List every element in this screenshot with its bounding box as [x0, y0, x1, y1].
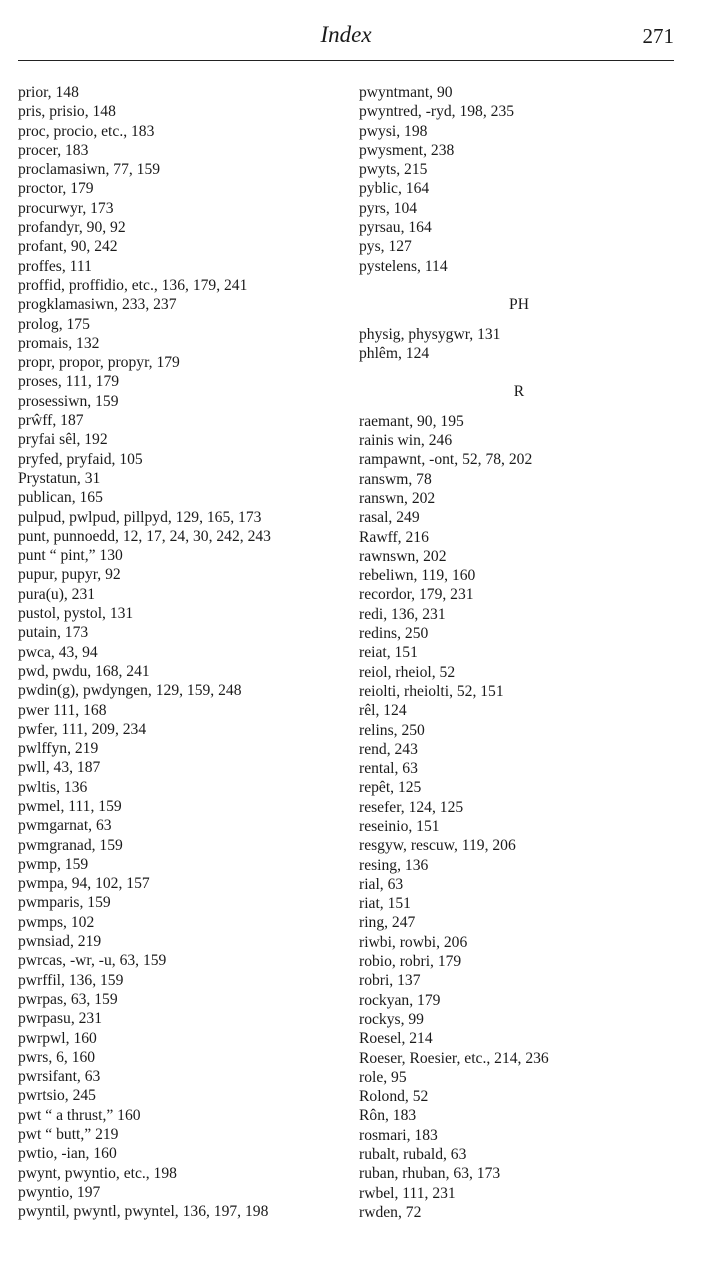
index-entry: rasal, 249 — [359, 509, 420, 527]
index-entry: pwrtsio, 245 — [18, 1087, 96, 1105]
index-entry: pwmpa, 94, 102, 157 — [18, 875, 150, 893]
index-entry: pwmps, 102 — [18, 913, 95, 931]
index-entry: Rawff, 216 — [359, 528, 429, 546]
index-group-r — [359, 412, 679, 1222]
index-entry: rêl, 124 — [359, 702, 407, 720]
index-entry: pwfer, 111, 209, 234 — [18, 720, 147, 738]
index-entry: pwrs, 6, 160 — [18, 1048, 96, 1066]
index-entry: pwyntio, 197 — [18, 1183, 101, 1201]
index-entry: riwbi, rowbi, 206 — [359, 933, 468, 951]
index-entry: pwyts, 215 — [359, 161, 428, 179]
index-entry: redins, 250 — [359, 625, 429, 643]
index-entry: proclamasiwn, 77, 159 — [18, 161, 161, 179]
index-entry: pwrsifant, 63 — [18, 1068, 101, 1086]
index-entry: rainis win, 246 — [359, 432, 453, 450]
index-entry: rubalt, rubald, 63 — [359, 1146, 467, 1164]
index-entry: procer, 183 — [18, 141, 89, 159]
index-entry: rend, 243 — [359, 740, 418, 758]
index-entry: pwnsiad, 219 — [18, 933, 102, 951]
index-entry: role, 95 — [359, 1068, 407, 1086]
page-header — [18, 18, 674, 61]
index-entry: Roeser, Roesier, etc., 214, 236 — [359, 1049, 549, 1067]
index-entry: pwll, 43, 187 — [18, 759, 101, 777]
index-entry: pwmparis, 159 — [18, 894, 111, 912]
index-entry: physig, physygwr, 131 — [359, 325, 501, 343]
index-group-ph — [359, 325, 679, 364]
index-entry: punt “ pint,” 130 — [18, 547, 123, 565]
index-entry: reseinio, 151 — [359, 817, 440, 835]
index-entry: ranswn, 202 — [359, 489, 436, 507]
index-entry: pupur, pupyr, 92 — [18, 566, 121, 584]
spacer — [359, 363, 679, 373]
index-entry: resing, 136 — [359, 856, 429, 874]
index-entry: relins, 250 — [359, 721, 425, 739]
index-entry: ranswm, 78 — [359, 470, 432, 488]
section-heading-ph: PH — [509, 295, 529, 313]
index-entry: repêt, 125 — [359, 779, 422, 797]
index-entry: promais, 132 — [18, 334, 100, 352]
index-entry: rwbel, 111, 231 — [359, 1184, 456, 1202]
index-entry: rockyan, 179 — [359, 991, 441, 1009]
index-entry: pwer 111, 168 — [18, 701, 107, 719]
index-entry: reiolti, rheiolti, 52, 151 — [359, 682, 504, 700]
index-entry: profant, 90, 242 — [18, 238, 118, 256]
index-entry: pwmgranad, 159 — [18, 836, 123, 854]
index-entry: rampawnt, -ont, 52, 78, 202 — [359, 451, 533, 469]
index-entry: Rôn, 183 — [359, 1107, 417, 1125]
index-entry: proses, 111, 179 — [18, 373, 120, 391]
spacer — [359, 276, 679, 286]
index-entry: reiol, rheiol, 52 — [359, 663, 456, 681]
index-entry: pystelens, 114 — [359, 257, 448, 275]
index-entry: pwt “ a thrust,” 160 — [18, 1106, 141, 1124]
index-entry: pwysment, 238 — [359, 141, 455, 159]
index-entry: rockys, 99 — [359, 1010, 424, 1028]
index-entry: pwyntred, -ryd, 198, 235 — [359, 103, 515, 121]
index-entry: pyrs, 104 — [359, 199, 418, 217]
page-number: 271 — [642, 24, 674, 48]
index-entry: ring, 247 — [359, 914, 416, 932]
index-entry: prosessiwn, 159 — [18, 392, 119, 410]
index-entry: pwmel, 111, 159 — [18, 797, 122, 815]
index-entry: pwyntmant, 90 — [359, 84, 453, 101]
index-entry: pwtio, -ian, 160 — [18, 1145, 117, 1163]
index-entry: proc, procio, etc., 183 — [18, 122, 155, 140]
index-entry: pwlffyn, 219 — [18, 740, 99, 758]
index-entry: pwynt, pwyntio, etc., 198 — [18, 1164, 177, 1182]
index-entry: punt, punnoedd, 12, 17, 24, 30, 242, 243 — [18, 527, 271, 545]
index-entry: progklamasiwn, 233, 237 — [18, 296, 177, 314]
index-entry: rental, 63 — [359, 760, 418, 778]
section-heading-r: R — [513, 383, 525, 401]
index-entry: rosmari, 183 — [359, 1126, 438, 1144]
index-entry: procurwyr, 173 — [18, 199, 114, 217]
index-entry: pwt “ butt,” 219 — [18, 1126, 119, 1144]
index-entry: pris, prisio, 148 — [18, 103, 116, 121]
index-entry: prior, 148 — [18, 84, 79, 101]
index-entry: riat, 151 — [359, 895, 411, 913]
index-entry: proctor, 179 — [18, 180, 94, 198]
index-entry: pwmp, 159 — [18, 855, 89, 873]
index-entry: recordor, 179, 231 — [359, 586, 474, 604]
index-entry: pwrpwl, 160 — [18, 1029, 97, 1047]
index-entry: resgyw, rescuw, 119, 206 — [359, 837, 516, 855]
index-entry: propr, propor, propyr, 179 — [18, 354, 180, 372]
index-entry: phlêm, 124 — [359, 344, 430, 362]
index-entry: pwyntil, pwyntl, pwyntel, 136, 197, 198 — [18, 1203, 269, 1221]
index-entry: pwdin(g), pwdyngen, 129, 159, 248 — [18, 682, 242, 700]
index-entry: prŵff, 187 — [18, 412, 84, 430]
index-entry: resefer, 124, 125 — [359, 798, 464, 816]
page-title: Index — [320, 22, 372, 47]
index-entry: Roesel, 214 — [359, 1030, 433, 1048]
index-entry: pulpud, pwlpud, pillpyd, 129, 165, 173 — [18, 508, 262, 526]
index-entry: robio, robri, 179 — [359, 953, 462, 971]
index-entry: rawnswn, 202 — [359, 547, 447, 565]
index-entry: redi, 136, 231 — [359, 605, 446, 623]
index-entry: rebeliwn, 119, 160 — [359, 567, 476, 585]
index-entry: pwrffil, 136, 159 — [18, 971, 124, 989]
index-entry: pura(u), 231 — [18, 585, 96, 603]
index-entry: pwd, pwdu, 168, 241 — [18, 662, 150, 680]
index-entry: profandyr, 90, 92 — [18, 219, 126, 237]
index-entry: pys, 127 — [359, 238, 412, 256]
index-entry: putain, 173 — [18, 624, 89, 642]
index-entry: Rolond, 52 — [359, 1088, 429, 1106]
index-entry: pwrcas, -wr, -u, 63, 159 — [18, 952, 167, 970]
index-entry: pustol, pystol, 131 — [18, 605, 134, 623]
index-entry: pwltis, 136 — [18, 778, 88, 796]
index-entry: prolog, 175 — [18, 315, 90, 333]
index-column-right — [359, 83, 679, 1222]
index-entry: pwrpasu, 231 — [18, 1010, 103, 1028]
index-entry: rial, 63 — [359, 875, 404, 893]
index-entry: pryfed, pryfaid, 105 — [18, 450, 143, 468]
index-entry: robri, 137 — [359, 972, 421, 990]
index-entry: proffid, proffidio, etc., 136, 179, 241 — [18, 276, 248, 294]
index-entry: raemant, 90, 195 — [359, 412, 464, 430]
index-entry: proffes, 111 — [18, 257, 92, 275]
index-entry: reiat, 151 — [359, 644, 418, 662]
index-column-left — [18, 83, 348, 1222]
index-entry: pryfai sêl, 192 — [18, 431, 108, 449]
index-entry: pyrsau, 164 — [359, 219, 432, 237]
index-entry: Prystatun, 31 — [18, 469, 101, 487]
index-group-p — [359, 83, 679, 276]
index-entry: pwca, 43, 94 — [18, 643, 98, 661]
index-entry: pwysi, 198 — [359, 122, 428, 140]
index-entry: publican, 165 — [18, 489, 103, 507]
index-entry: rwden, 72 — [359, 1203, 422, 1221]
index-entry: pwmgarnat, 63 — [18, 817, 112, 835]
index-entry: pyblic, 164 — [359, 180, 430, 198]
index-entry: pwrpas, 63, 159 — [18, 990, 118, 1008]
index-entry: ruban, rhuban, 63, 173 — [359, 1165, 501, 1183]
